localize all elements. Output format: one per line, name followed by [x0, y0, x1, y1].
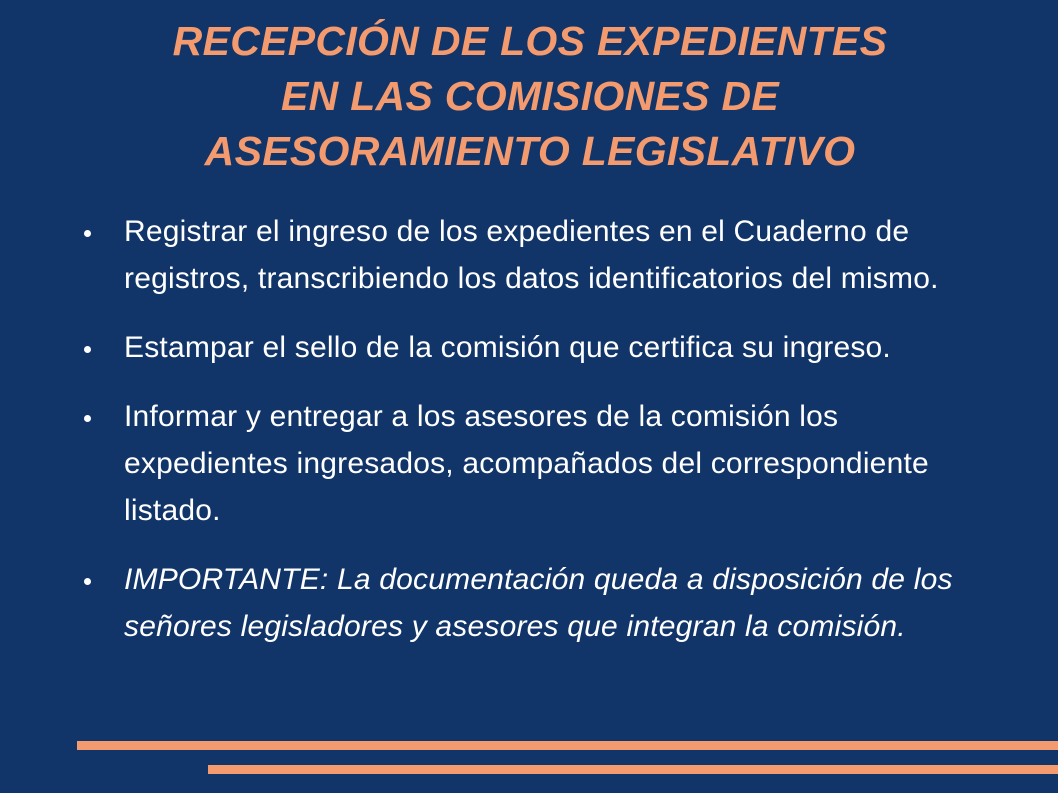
bullet-dot-icon [84, 346, 91, 353]
bullet-text: Estampar el sello de la comisión que certifica su ingreso. [124, 331, 891, 364]
bullet-text: IMPORTANTE: La documentación queda a disposición de los señores legisladores y asesores que integran la comisión. [124, 563, 953, 643]
decorative-rule-bottom [208, 765, 1058, 774]
bullet-text: Registrar el ingreso de los expedientes en el Cuaderno de registros, transcribiendo los datos identificatorios del mismo. [124, 215, 939, 295]
slide-title [60, 14, 1000, 179]
bullet-dot-icon [84, 578, 91, 585]
title-line-2: EN LAS COMISIONES DE [280, 73, 780, 119]
bullet-text: Informar y entregar a los asesores de la comisión los expedientes ingresados, acompañados del correspondiente listado. [124, 400, 929, 527]
bullet-dot-icon [84, 230, 91, 237]
title-line-3: ASESORAMIENTO LEGISLATIVO [204, 128, 856, 174]
bullet-item [84, 393, 984, 534]
bullet-item [84, 324, 984, 371]
title-line-1: RECEPCIÓN DE LOS EXPEDIENTES [172, 18, 888, 64]
bullet-dot-icon [84, 415, 91, 422]
bullet-list [84, 208, 984, 672]
decorative-rule-top [77, 741, 1058, 750]
bullet-item-important [84, 556, 984, 650]
bullet-item [84, 208, 984, 302]
